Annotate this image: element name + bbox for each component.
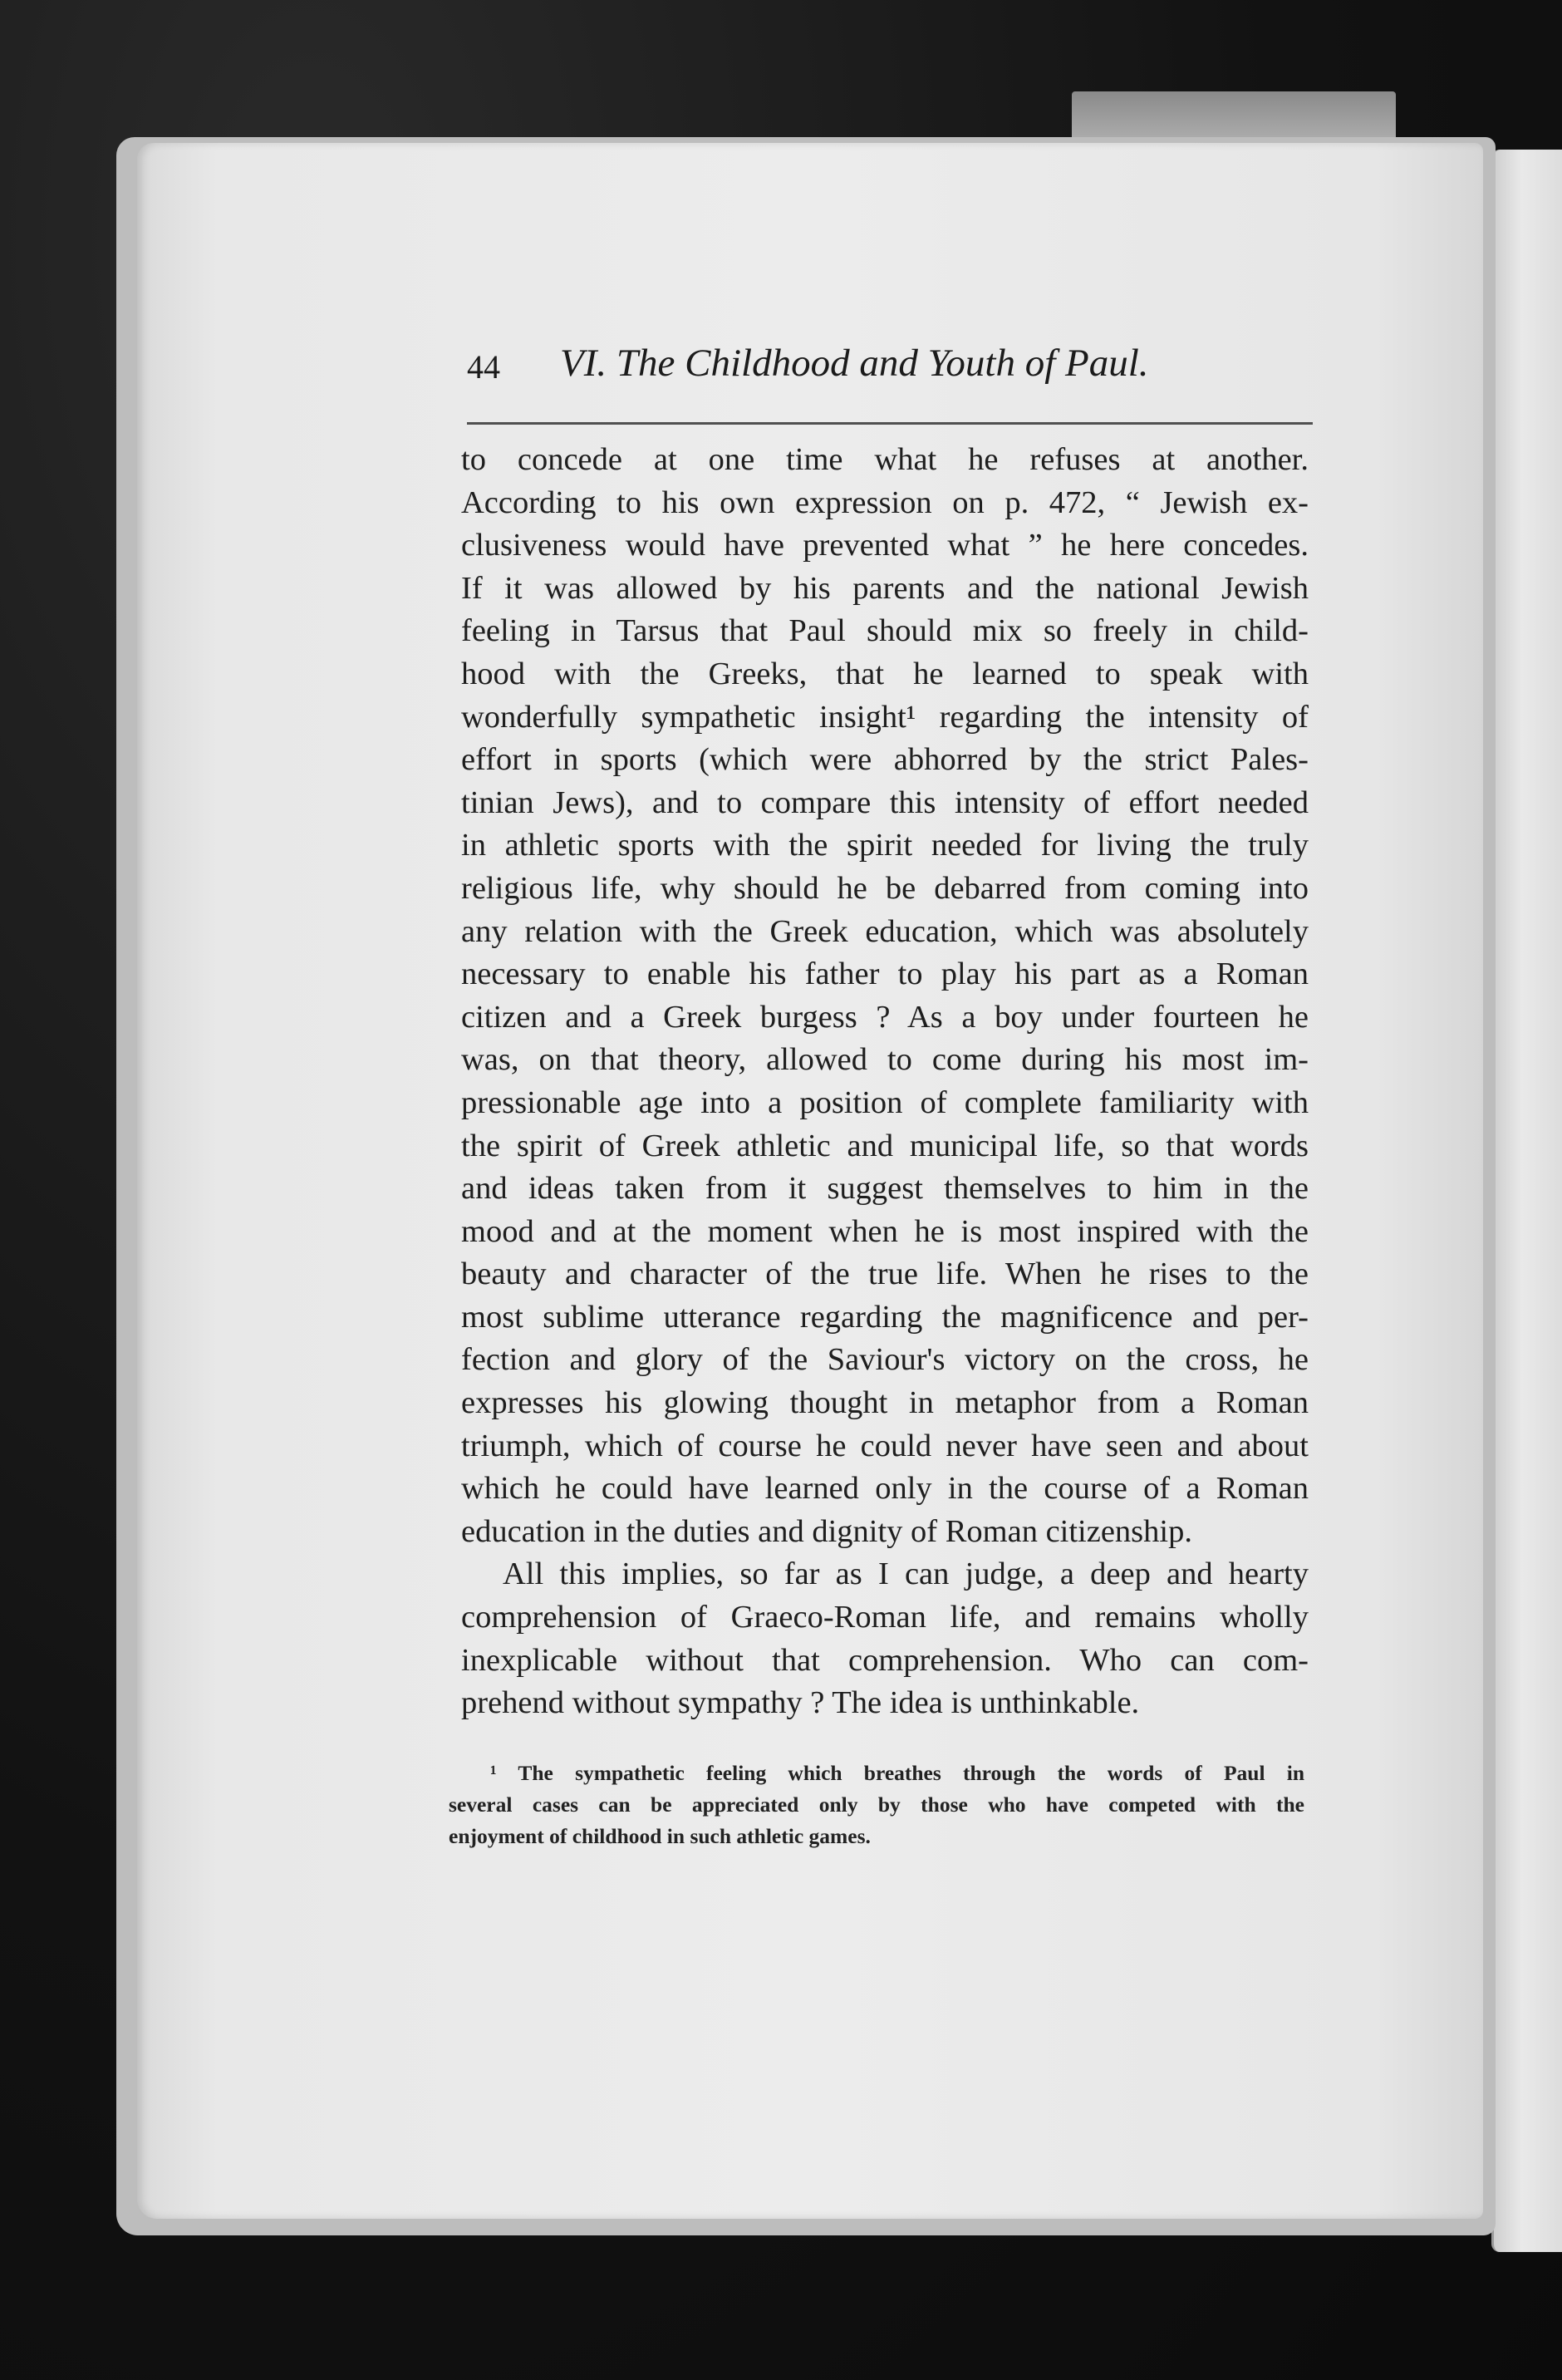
running-head: [467, 341, 1314, 399]
text-line: was, on that theory, allowed to come during his most im-: [461, 1042, 1309, 1078]
text-line: feeling in Tarsus that Paul should mix so freely in child-: [461, 613, 1309, 649]
text-line: fection and glory of the Saviour's victory on the cross, he: [461, 1342, 1309, 1378]
footnote: [449, 1758, 1304, 1852]
text-line: pressionable age into a position of complete familiarity with: [461, 1084, 1309, 1120]
footnote-line: enjoyment of childhood in such athletic games.: [449, 1824, 871, 1848]
body-text: [461, 439, 1309, 1725]
text-line: expresses his glowing thought in metaphor from a Roman: [461, 1385, 1309, 1421]
text-line: to concede at one time what he refuses at another.: [461, 442, 1309, 477]
text-line: and ideas taken from it suggest themselves to him in the: [461, 1171, 1309, 1207]
text-line: any relation with the Greek education, which was absolutely: [461, 913, 1309, 949]
text-line: which he could have learned only in the course of a Roman: [461, 1471, 1309, 1507]
text-line: prehend without sympathy ? The idea is unthinkable.: [461, 1685, 1140, 1721]
text-line: triumph, which of course he could never have seen and about: [461, 1428, 1309, 1463]
text-line: tinian Jews), and to compare this intensity of effort needed: [461, 784, 1309, 820]
text-line: clusiveness would have prevented what ” he here concedes.: [461, 528, 1309, 563]
text-line: most sublime utterance regarding the magnificence and per-: [461, 1299, 1309, 1335]
text-line: hood with the Greeks, that he learned to speak with: [461, 656, 1309, 691]
facing-page-edge: [1491, 150, 1562, 2252]
footnote-line: ¹ The sympathetic feeling which breathes through the words of Paul in: [490, 1761, 1304, 1785]
text-line: According to his own expression on p. 472, “ Jewish ex-: [461, 484, 1309, 520]
text-line: All this implies, so far as I can judge, a deep and hearty: [503, 1556, 1309, 1592]
header-rule: [467, 422, 1313, 425]
text-line: effort in sports (which were abhorred by the strict Pales-: [461, 742, 1309, 778]
text-line: wonderfully sympathetic insight¹ regarding the intensity of: [461, 699, 1309, 735]
text-line: the spirit of Greek athletic and municipal life, so that words: [461, 1128, 1309, 1163]
text-line: If it was allowed by his parents and the national Jewish: [461, 570, 1309, 606]
text-line: comprehension of Graeco-Roman life, and remains wholly: [461, 1600, 1309, 1635]
text-line: in athletic sports with the spirit needed for living the truly: [461, 828, 1309, 863]
footnote-line: several cases can be appreciated only by those who have competed with the: [449, 1792, 1304, 1817]
text-line: beauty and character of the true life. When he rises to the: [461, 1256, 1309, 1292]
text-line: mood and at the moment when he is most inspired with the: [461, 1213, 1309, 1249]
text-line: education in the duties and dignity of Roman citizenship.: [461, 1513, 1192, 1549]
chapter-title: VI. The Childhood and Youth of Paul.: [560, 342, 1149, 385]
text-line: necessary to enable his father to play his part as a Roman: [461, 956, 1309, 992]
text-line: inexplicable without that comprehension. Who can com-: [461, 1642, 1309, 1678]
page-number: 44: [467, 348, 500, 386]
text-line: citizen and a Greek burgess ? As a boy under fourteen he: [461, 999, 1309, 1035]
text-line: religious life, why should he be debarred from coming into: [461, 870, 1309, 906]
